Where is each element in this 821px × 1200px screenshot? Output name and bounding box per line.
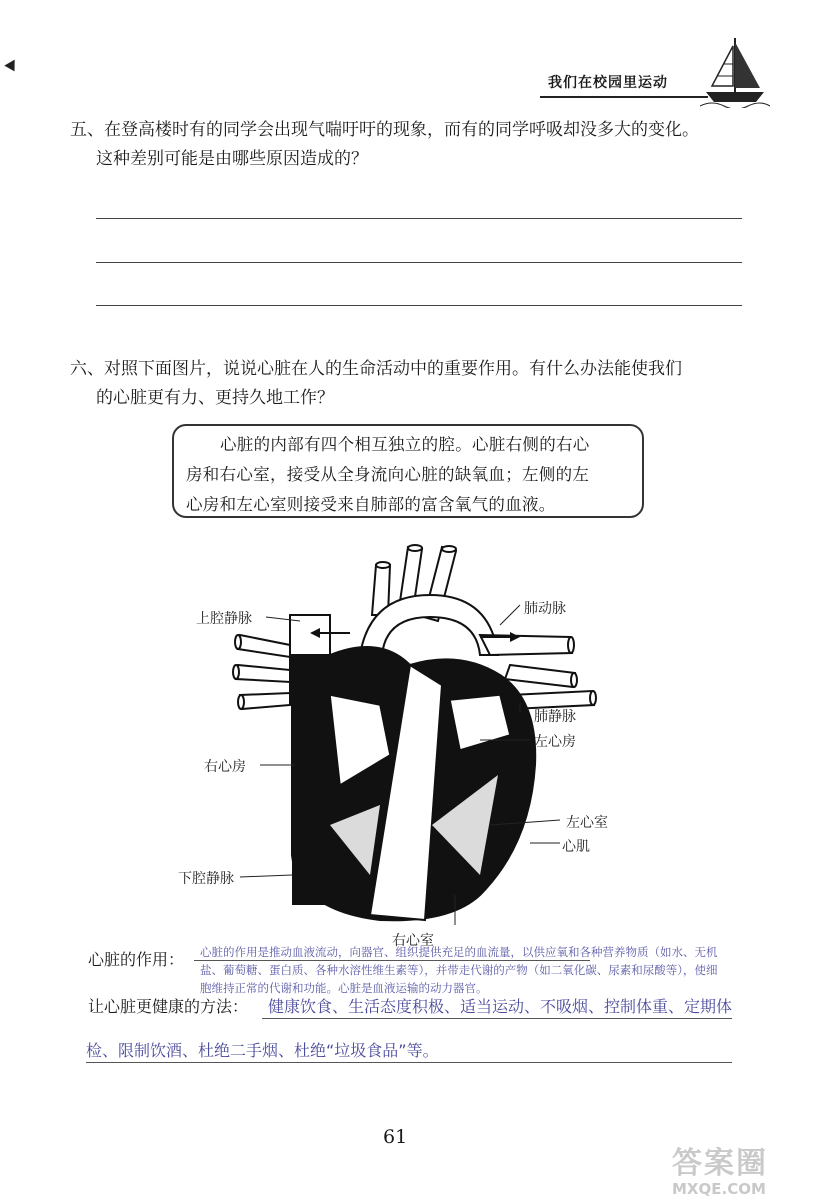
healthy-heart-prompt: 让心脏更健康的方法： bbox=[88, 997, 249, 1016]
heart-function-answer-line2: 盐、葡萄糖、蛋白质、各种水溶性维生素等），并带走代谢的产物（如二氧化碳、尿素和尿酸等），使细 bbox=[200, 963, 718, 977]
watermark-logo bbox=[672, 1138, 768, 1198]
info-box-line3: 心房和左心室则接受来自肺部的富含氧气的血液。 bbox=[186, 495, 556, 514]
question-6-line2: 的心脏更有力、更持久地工作？ bbox=[96, 388, 334, 408]
info-box-line1: 心脏的内部有四个相互独立的腔。心脏右侧的右心 bbox=[220, 435, 590, 454]
page-number: 61 bbox=[383, 1126, 408, 1148]
answer-line-3[interactable] bbox=[96, 305, 742, 306]
healthy-heart-answer-line2: 检、限制饮酒、杜绝二手烟、杜绝“垃圾食品”等。 bbox=[86, 1041, 439, 1060]
info-box-line2: 房和右心室，接受从全身流向心脏的缺氧血；左侧的左 bbox=[186, 465, 590, 484]
answer-line-1[interactable] bbox=[96, 218, 742, 219]
label-pulmonary-vein: 肺静脉 bbox=[534, 709, 576, 725]
heart-function-answer-line3: 胞维持正常的代谢和功能。心脏是血液运输的动力器官。 bbox=[200, 981, 488, 995]
label-left-ventricle: 左心室 bbox=[566, 815, 608, 831]
label-left-atrium: 左心房 bbox=[534, 734, 576, 750]
label-superior-vena-cava: 上腔静脉 bbox=[196, 611, 252, 627]
method-answer-line2[interactable] bbox=[86, 1062, 732, 1063]
label-inferior-vena-cava: 下腔静脉 bbox=[178, 871, 234, 887]
question-5-line2: 这种差别可能是由哪些原因造成的？ bbox=[96, 149, 368, 169]
sailboat-icon bbox=[700, 36, 770, 108]
info-box bbox=[172, 424, 644, 518]
answer-line-2[interactable] bbox=[96, 262, 742, 263]
label-right-atrium: 右心房 bbox=[204, 759, 246, 775]
method-answer-line1[interactable] bbox=[262, 1018, 732, 1019]
watermark-url: MXQE.COM bbox=[672, 1180, 766, 1198]
function-answer-line[interactable] bbox=[194, 960, 590, 961]
label-myocardium: 心肌 bbox=[562, 839, 590, 855]
header-rule bbox=[540, 96, 708, 98]
heart-function-answer-line1: 心脏的作用是推动血液流动，向器官、组织提供充足的血流量，以供应氧和各种营养物质（如水、无机 bbox=[200, 945, 718, 959]
watermark-text: 答案圈 bbox=[672, 1146, 768, 1181]
label-pulmonary-artery: 肺动脉 bbox=[524, 601, 566, 617]
heart-function-prompt: 心脏的作用： bbox=[88, 950, 185, 969]
question-6-line1: 六、对照下面图片，说说心脏在人的生命活动中的重要作用。有什么办法能使我们 bbox=[70, 359, 682, 379]
healthy-heart-answer-line1: 健康饮食、生活态度积极、适当运动、不吸烟、控制体重、定期体 bbox=[268, 997, 733, 1016]
label-right-ventricle: 右心室 bbox=[392, 933, 434, 949]
corner-mark bbox=[4, 60, 19, 75]
question-5-line1: 五、在登高楼时有的同学会出现气喘吁吁的现象，而有的同学呼吸却没多大的变化。 bbox=[70, 120, 699, 140]
chapter-title: 我们在校园里运动 bbox=[548, 75, 668, 91]
